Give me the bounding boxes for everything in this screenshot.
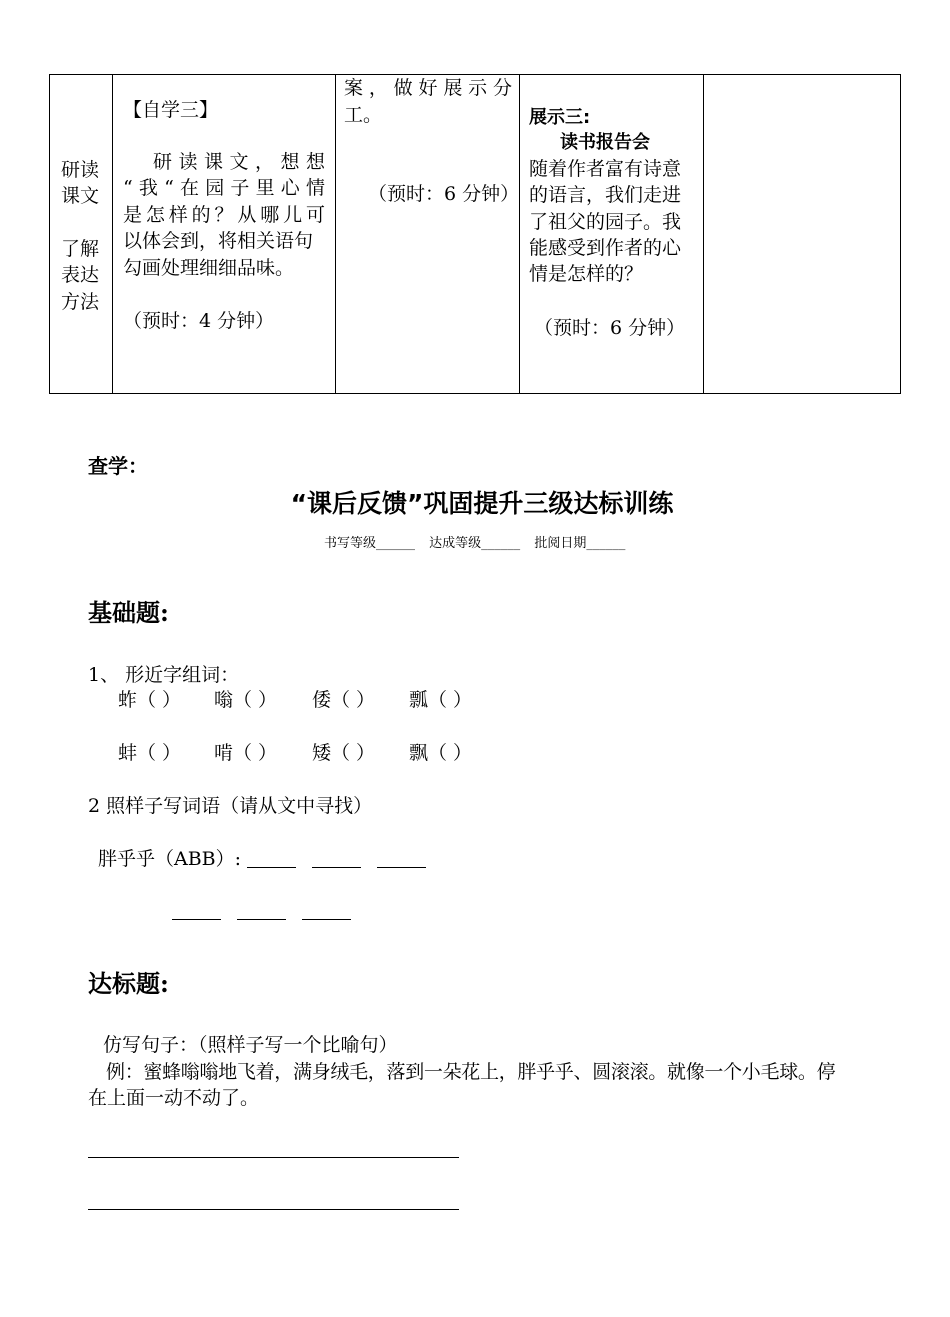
q1-item: 矮（ ） [312, 742, 376, 764]
presentation-line: 随着作者富有诗意 [529, 158, 682, 180]
presentation-line: 情是怎样的？ [529, 263, 644, 285]
table-cell-empty [704, 75, 901, 394]
basic-heading: 基础题: [88, 598, 169, 627]
stage-line: 表达 [61, 264, 100, 286]
self-study-line: 是怎样的？从哪儿可 [123, 204, 325, 226]
stage-line: 方法 [61, 291, 100, 313]
page-title: “课后反馈”巩固提升三级达标训练 [290, 489, 674, 518]
self-study-line: 勾画处理细细品味。 [123, 257, 295, 279]
question-3-label: 仿写句子：（照样子写一个比喻句） [103, 1034, 398, 1056]
answer-line[interactable] [88, 1209, 459, 1210]
presentation-line: 的语言，我们走进 [529, 184, 682, 206]
achievement-grade: 达成等级______ [429, 536, 521, 551]
answer-blank[interactable] [247, 867, 296, 868]
grades-row [324, 532, 625, 551]
q3-example-line: 在上面一动不动了。 [88, 1087, 260, 1109]
answer-line[interactable] [88, 1157, 459, 1158]
presentation-heading: 展示三: [529, 107, 591, 128]
q1-item: 飘（ ） [409, 742, 473, 764]
answer-blank[interactable] [302, 919, 351, 920]
answer-blank[interactable] [312, 867, 361, 868]
cooperation-line: 工。 [344, 104, 383, 126]
table-cell-self-study [113, 75, 336, 394]
table-cell-cooperation [336, 75, 520, 394]
presentation-subheading: 读书报告会 [560, 132, 650, 153]
self-study-line: “我“在园子里心情 [123, 177, 325, 199]
writing-grade: 书写等级______ [324, 536, 416, 551]
question-1-label: 1、 形近字组词： [88, 664, 240, 686]
q1-item: 瓢（ ） [409, 689, 473, 711]
stage-line: 研读 [61, 159, 100, 181]
q1-item: 蚱（ ） [118, 689, 182, 711]
review-date: 批阅日期______ [534, 536, 626, 551]
self-study-line: 研读课文，想想 [153, 151, 325, 173]
answer-blank[interactable] [237, 919, 286, 920]
q1-item: 啃（ ） [214, 742, 278, 764]
cooperation-time: （预时：6 分钟） [368, 183, 520, 205]
self-study-heading: 【自学三】 [123, 99, 219, 121]
lesson-plan-table [49, 74, 901, 394]
table-cell-stage [50, 75, 113, 394]
answer-blank[interactable] [172, 919, 221, 920]
q1-item: 嗡（ ） [214, 689, 278, 711]
presentation-line: 了祖父的园子。我 [529, 211, 682, 233]
presentation-time: （预时：6 分钟） [534, 317, 686, 339]
check-label: 查学： [88, 454, 148, 478]
answer-blank[interactable] [377, 867, 426, 868]
question-2-label: 2 照样子写词语（请从文中寻找） [88, 795, 373, 817]
presentation-line: 能感受到作者的心 [529, 237, 682, 259]
cooperation-line: 案，做好展示分 [344, 77, 512, 99]
q1-item: 蚌（ ） [118, 742, 182, 764]
standard-heading: 达标题: [88, 969, 169, 998]
self-study-line: 以体会到，将相关语句 [123, 230, 314, 252]
self-study-time: （预时：4 分钟） [123, 310, 275, 332]
q1-item: 倭（ ） [312, 689, 376, 711]
q3-example-line: 例：蜜蜂嗡嗡地飞着，满身绒毛，落到一朵花上，胖乎乎、圆滚滚。就像一个小毛球。停 [106, 1061, 836, 1083]
stage-line: 了解 [61, 238, 100, 260]
table-cell-presentation [520, 75, 704, 394]
q2-example: 胖乎乎（ABB）: [98, 848, 242, 870]
stage-line: 课文 [61, 185, 100, 207]
